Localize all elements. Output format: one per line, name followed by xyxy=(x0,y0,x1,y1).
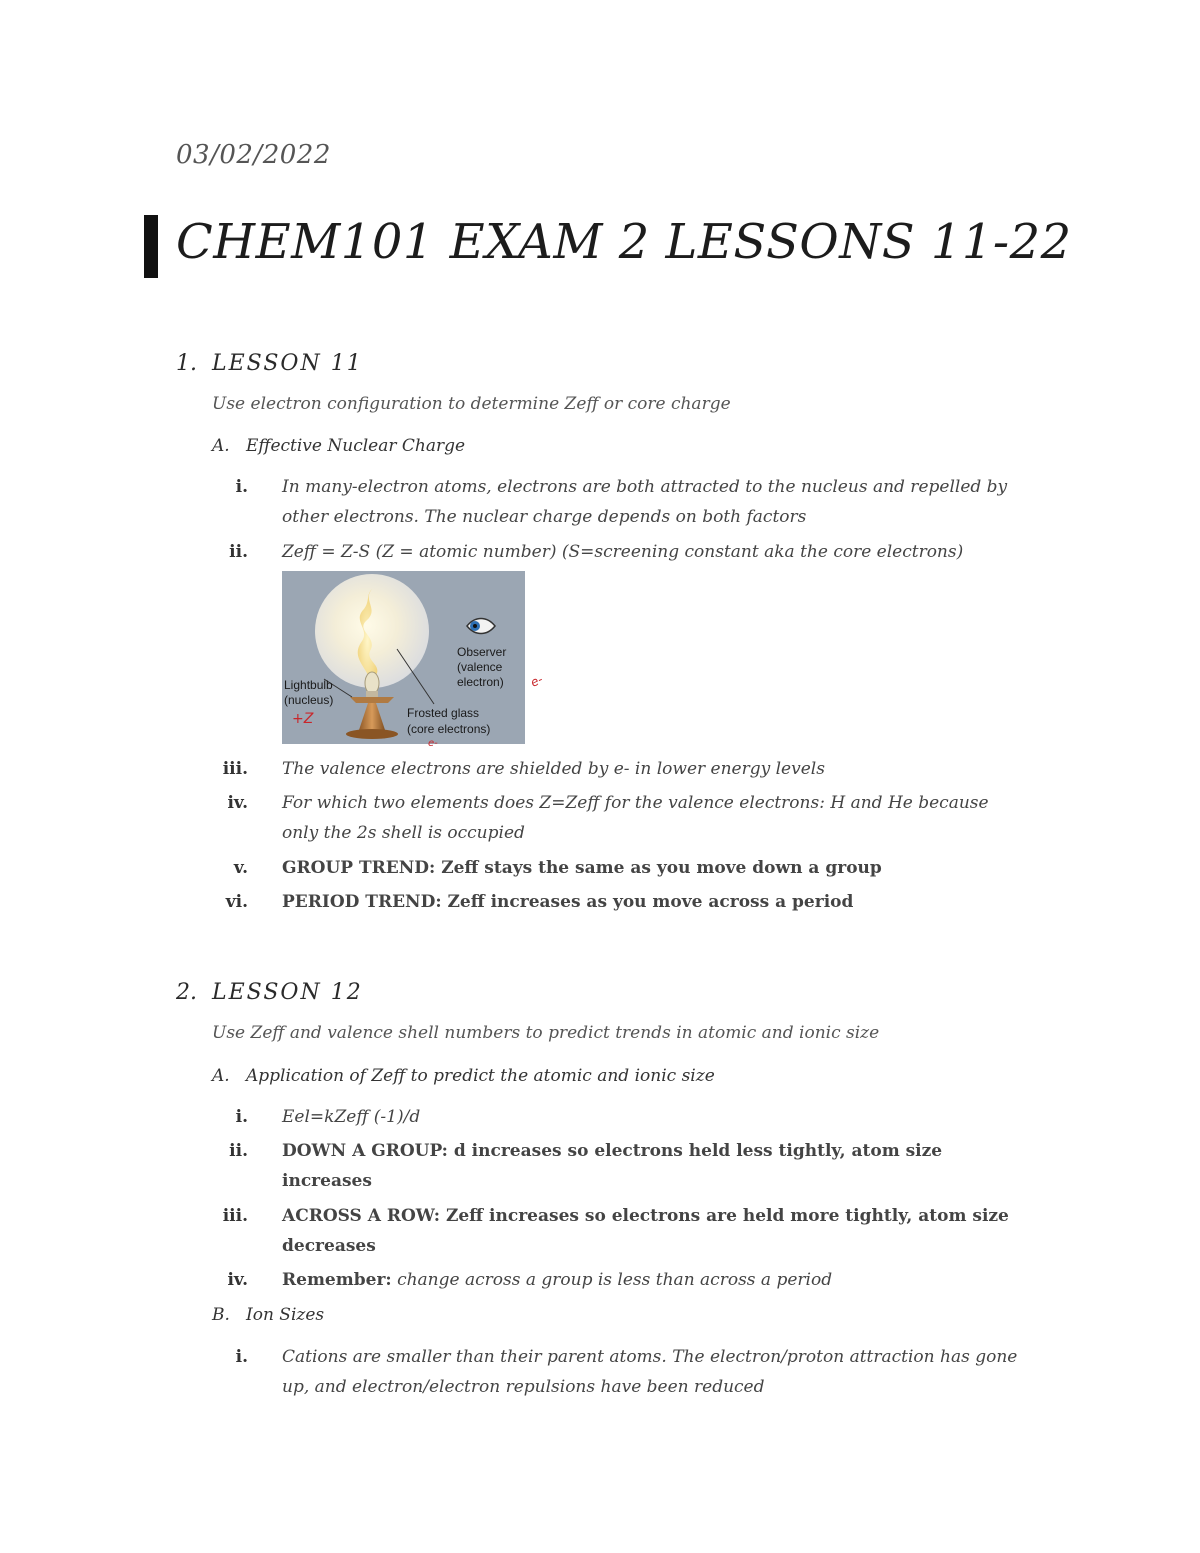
trend-label: GROUP TREND xyxy=(282,858,429,878)
item-text: Eel=kZeff (-1)/d xyxy=(282,1107,421,1127)
remember-label: Remember: xyxy=(282,1270,392,1290)
item-numeral: i. xyxy=(235,1347,248,1367)
item-text: : Zeff increases as you move across a period xyxy=(435,892,854,912)
section-marker: A. xyxy=(212,436,230,456)
section-heading xyxy=(212,436,465,456)
item-numeral: iii. xyxy=(222,1206,248,1226)
observer-label: Observer xyxy=(457,645,507,659)
document-date: 03/02/2022 xyxy=(176,140,331,170)
section-marker: B. xyxy=(212,1305,230,1325)
item-numeral: i. xyxy=(235,477,248,497)
item-numeral: vi. xyxy=(225,892,248,912)
section-heading xyxy=(212,1066,715,1086)
item-text: For which two elements does Z=Zeff for the valence electrons: H and He because only the 2s shell is occupied xyxy=(282,793,989,843)
item-numeral: iii. xyxy=(222,759,248,779)
section-marker: A. xyxy=(212,1066,230,1086)
item-text: : Zeff increases so electrons are held more tightly, atom size decreases xyxy=(282,1206,1009,1256)
item-text: Cations are smaller than their parent atoms. The electron/proton attraction has gone up, and electron/electron repulsions have been reduced xyxy=(282,1347,1018,1397)
observer-label: electron) xyxy=(457,675,504,689)
frosted-glass-label: Frosted glass xyxy=(407,706,480,720)
handwritten-annotation: +Z xyxy=(292,711,314,727)
lightbulb-shielding-figure xyxy=(282,571,545,749)
item-numeral: ii. xyxy=(229,1141,248,1161)
observer-label: (valence xyxy=(457,660,503,674)
lesson-number: 1. xyxy=(176,351,197,376)
item-text: change across a group is less than across a period xyxy=(391,1270,833,1290)
lightbulb-label: Lightbulb xyxy=(284,678,333,692)
trend-label: DOWN A GROUP xyxy=(282,1141,442,1161)
item-numeral: iv. xyxy=(227,793,248,813)
lesson-heading xyxy=(176,980,363,1005)
lesson-title: LESSON 11 xyxy=(212,351,363,376)
item-text: : d increases so electrons held less tightly, atom size increases xyxy=(282,1141,943,1191)
lesson-title: LESSON 12 xyxy=(212,980,363,1005)
item-numeral: v. xyxy=(233,858,248,878)
item-numeral: i. xyxy=(235,1107,248,1127)
trend-label: PERIOD TREND xyxy=(282,892,436,912)
item-text: In many-electron atoms, electrons are both attracted to the nucleus and repelled by other electrons. The nuclear charge depends on both factors xyxy=(282,477,1008,527)
item-numeral: iv. xyxy=(227,1270,248,1290)
title-accent-bar xyxy=(144,215,158,278)
handwritten-annotation: e- xyxy=(428,738,438,749)
item-text: : Zeff stays the same as you move down a group xyxy=(429,858,882,878)
frosted-glass-label: (core electrons) xyxy=(407,722,491,736)
item-numeral: ii. xyxy=(229,542,248,562)
lesson-number: 2. xyxy=(176,980,197,1005)
section-heading xyxy=(212,1305,324,1325)
document-title: CHEM101 EXAM 2 LESSONS 11-22 xyxy=(176,214,1072,270)
lightbulb-icon xyxy=(365,672,379,694)
lesson-intro: Use electron configuration to determine Zeff or core charge xyxy=(212,394,731,414)
item-text: The valence electrons are shielded by e- in lower energy levels xyxy=(282,759,825,779)
lightbulb-label: (nucleus) xyxy=(284,693,334,707)
item-text: Zeff = Z-S (Z = atomic number) (S=screening constant aka the core electrons) xyxy=(282,542,964,562)
trend-label: ACROSS A ROW xyxy=(282,1206,434,1226)
lesson-heading xyxy=(176,351,363,376)
lesson-intro: Use Zeff and valence shell numbers to predict trends in atomic and ionic size xyxy=(212,1023,880,1043)
handwritten-annotation: e- xyxy=(528,672,545,690)
section-title: Application of Zeff to predict the atomic and ionic size xyxy=(246,1066,715,1086)
section-title: Ion Sizes xyxy=(246,1305,325,1325)
section-title: Effective Nuclear Charge xyxy=(246,436,466,456)
